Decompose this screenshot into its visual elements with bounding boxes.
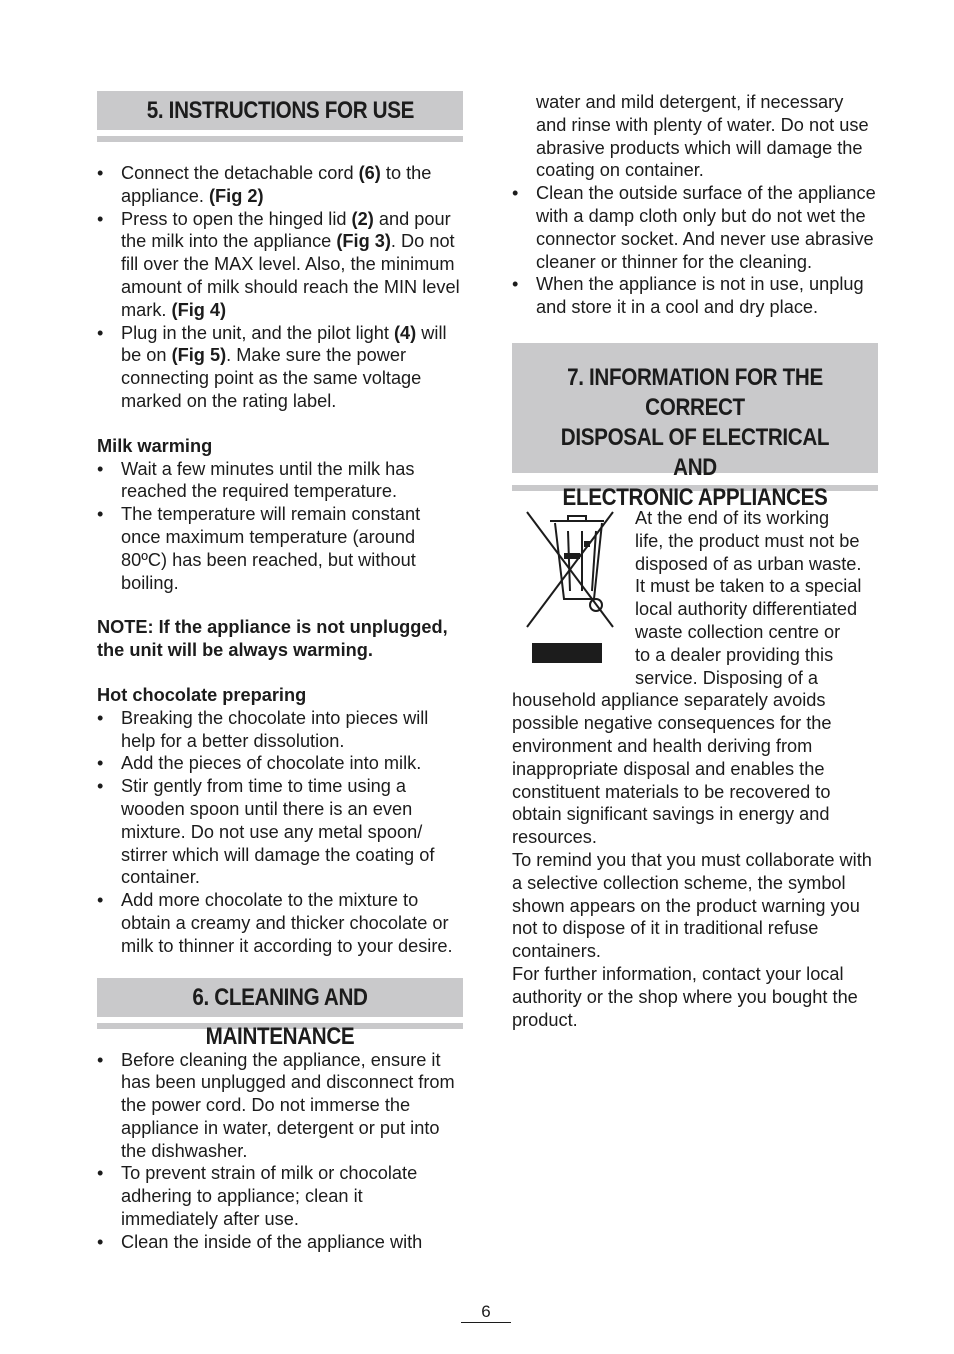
list-item: • Connect the detachable cord (6) to the appliance. (Fig 2) — [97, 162, 463, 208]
cleaning-continuation: water and mild detergent, if necessary and rinse with plenty of water. Do not use abrasive products which will damage the coating on container. — [536, 92, 869, 181]
section-7-heading: 7. INFORMATION FOR THE CORRECT DISPOSAL OF ELECTRICAL AND ELECTRONIC APPLIANCES — [512, 343, 878, 473]
right-column — [512, 91, 878, 1031]
list-item: • Wait a few minutes until the milk has reached the required temperature. — [97, 458, 463, 504]
section-5-heading: 5. INSTRUCTIONS FOR USE — [97, 91, 463, 130]
list-item: • To prevent strain of milk or chocolate adhering to appliance; clean it immediately after use. — [97, 1162, 463, 1230]
hot-chocolate-heading: Hot chocolate preparing — [97, 684, 307, 705]
hot-chocolate-list — [97, 707, 463, 958]
page-number: 6 — [481, 1302, 491, 1321]
list-item: • Before cleaning the appliance, ensure it has been unplugged and disconnect from the power cord. Do not immerse the appliance in water, detergent or put into the dishwasher. — [97, 1049, 463, 1163]
list-item: • Clean the outside surface of the appliance with a damp cloth only but do not wet the connector socket. And never use abrasive cleaner or thinner for the cleaning. — [512, 182, 878, 273]
milk-warming-list — [97, 458, 463, 595]
disposal-paragraph-2: To remind you that you must collaborate with a selective collection scheme, the symbol shown appears on the product warning you not to dispose of it in traditional refuse containers. — [512, 849, 872, 962]
cleaning-list — [97, 1049, 463, 1254]
disposal-paragraph-1: household appliance separately avoids possible negative consequences for the environment and health deriving from inappropriate disposal and enables the constituent materials to be recovered to obtain significant savings in energy and resources. — [512, 690, 832, 848]
disposal-wrapped-text: At the end of its working life, the product must not be disposed of as urban waste. It must be taken to a special local authority differentiated waste collection centre or to a dealer providing this service. Disposing of a — [635, 507, 862, 688]
note-text: NOTE: If the appliance is not unplugged, the unit will be always warming. — [97, 617, 448, 661]
list-item: • Breaking the chocolate into pieces will help for a better dissolution. — [97, 707, 463, 753]
list-item: • When the appliance is not in use, unplug and store it in a cool and dry place. — [512, 273, 878, 319]
heading-rule — [97, 136, 463, 142]
disposal-block — [512, 507, 878, 1031]
list-item: • Add more chocolate to the mixture to obtain a creamy and thicker chocolate or milk to thinner it according to your desire. — [97, 889, 463, 957]
page-number-rule — [461, 1322, 511, 1323]
cleaning-list-continued — [512, 182, 878, 319]
list-item: • Plug in the unit, and the pilot light (4) will be on (Fig 5). Make sure the power connecting point as the same voltage marked on the rating label. — [97, 322, 463, 413]
list-item: • Clean the inside of the appliance with — [97, 1231, 463, 1254]
disposal-paragraph-3: For further information, contact your local authority or the shop where you bought the product. — [512, 963, 858, 1030]
crossed-out-wheelie-bin-icon — [524, 509, 616, 671]
list-item: • Add the pieces of chocolate into milk. — [97, 752, 463, 775]
list-item: • Press to open the hinged lid (2) and pour the milk into the appliance (Fig 3). Do not fill over the MAX level. Also, the minimum amount of milk should reach the MIN level mark. (Fig 4) — [97, 208, 463, 322]
list-item: • The temperature will remain constant once maximum temperature (around 80ºC) has been reached, but without boiling. — [97, 503, 463, 594]
section-6-heading: 6. CLEANING AND MAINTENANCE — [97, 978, 463, 1017]
left-column — [97, 91, 463, 1254]
milk-warming-heading: Milk warming — [97, 435, 213, 456]
list-item: • Stir gently from time to time using a wooden spoon until there is an even mixture. Do not use any metal spoon/ stirrer which will damage the coating of container. — [97, 775, 463, 889]
instructions-list — [97, 162, 463, 413]
